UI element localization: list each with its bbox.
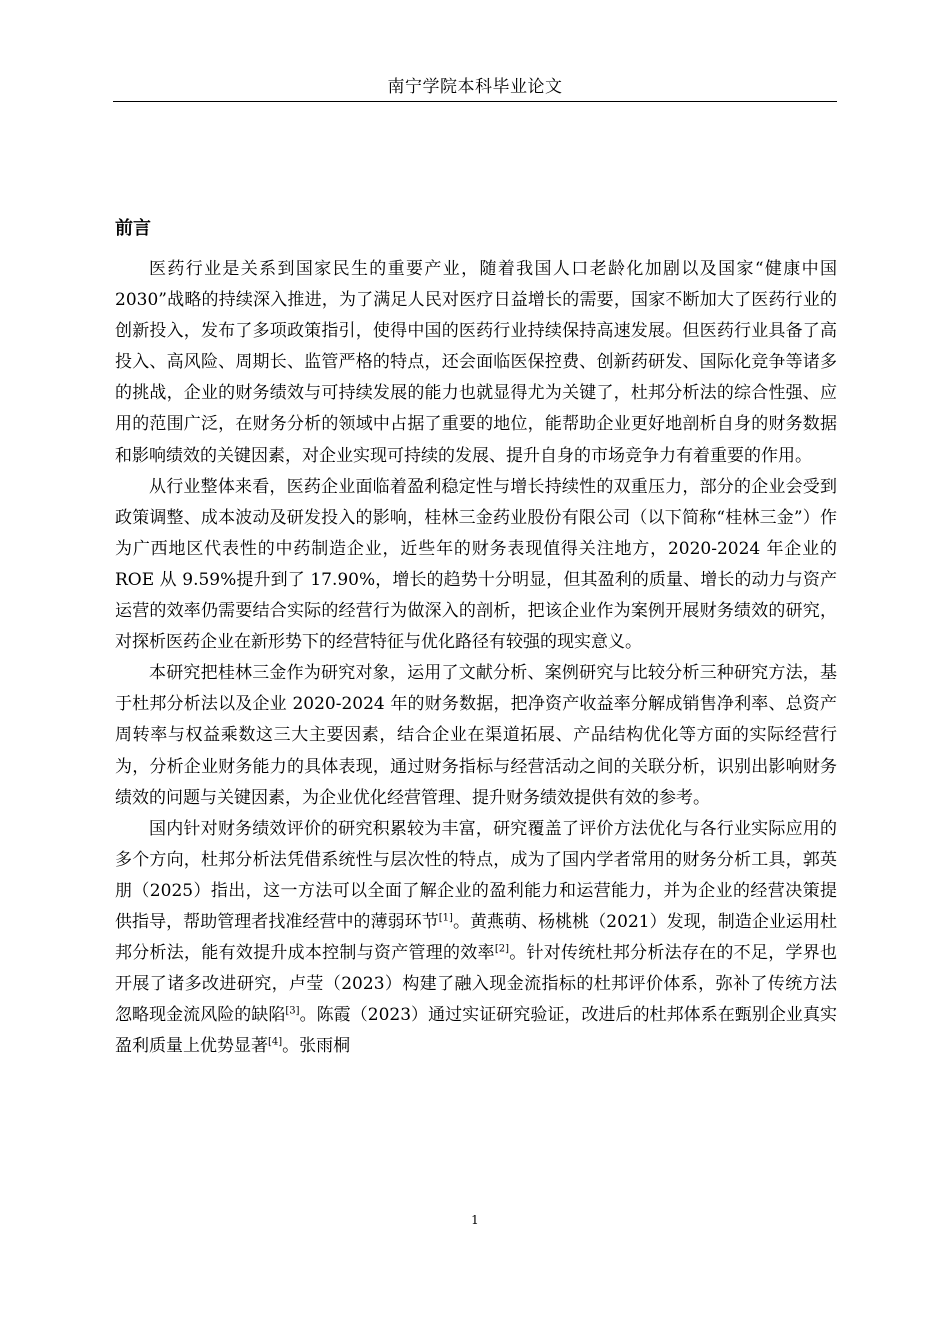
- body-text: [115, 254, 837, 1062]
- paragraph-4-text-2: 。黄燕萌、杨桃桃（2021）发现，制造企业运用杜邦分析法，能有效提升成本控制与资产管理的效率: [115, 911, 838, 964]
- header-rule: [113, 101, 837, 102]
- page-number: 1: [471, 1213, 479, 1227]
- paragraph-3: 本研究把桂林三金作为研究对象，运用了文献分析、案例研究与比较分析三种研究方法，基于杜邦分析法以及企业 2020-2024 年的财务数据，把净资产收益率分解成销售净利率、总资产周转率与权益乘数这三大主要因素，结合企业在渠道拓展、产品结构优化等方面的实际经营行为，分析企业财务能力的具体表现，通过财务指标与经营活动之间的关联分析，识别出影响财务绩效的问题与关键因素，为企业优化经营管理、提升财务绩效提供有效的参考。: [115, 663, 837, 808]
- paragraph-4: [115, 814, 837, 1063]
- citation-3: [3]: [285, 1005, 300, 1017]
- citation-2: [2]: [494, 943, 509, 955]
- running-header: 南宁学院本科毕业论文: [387, 77, 563, 97]
- paragraph-2: 从行业整体来看，医药企业面临着盈利稳定性与增长持续性的双重压力，部分的企业会受到政策调整、成本波动及研发投入的影响，桂林三金药业股份有限公司（以下简称“桂林三金”）作为广西地区代表性的中药制造企业，近些年的财务表现值得关注地方，2020-2024 年企业的 ROE 从 9.59%提升到了 17.90%，增长的趋势十分明显，但其盈利的质量、增长的动力与资产运营的效率仍需要结合实际的经营行为做深入的剖析，把该企业作为案例开展财务绩效的研究，对探析医药企业在新形势下的经营特征与优化路径有较强的现实意义。: [115, 476, 837, 653]
- paragraph-4-text-3: 。针对传统杜邦分析法存在的不足，学界也开展了诸多改进研究，卢莹（2023）构建了融入现金流指标的杜邦评价体系，弥补了传统方法忽略现金流风险的缺陷: [115, 943, 838, 1026]
- paragraph-4-text-4: 。陈霞（2023）通过实证研究验证，改进后的杜邦体系在甄别企业真实盈利质量上优势显著: [115, 1005, 837, 1057]
- citation-1: [1]: [438, 912, 453, 924]
- section-heading: 前言: [115, 218, 151, 239]
- citation-4: [4]: [268, 1036, 283, 1048]
- paragraph-1: 医药行业是关系到国家民生的重要产业，随着我国人口老龄化加剧以及国家“健康中国 2030”战略的持续深入推进，为了满足人民对医疗日益增长的需要，国家不断加大了医药行业的创新投入，发布了多项政策指引，使得中国的医药行业持续保持高速发展。但医药行业具备了高投入、高风险、周期长、监管严格的特点，还会面临医保控费、创新药研发、国际化竞争等诸多的挑战，企业的财务绩效与可持续发展的能力也就显得尤为关键了，杜邦分析法的综合性强、应用的范围广泛，在财务分析的领域中占据了重要的地位，能帮助企业更好地剖析自身的财务数据和影响绩效的关键因素，对企业实现可持续的发展、提升自身的市场竞争力有着重要的作用。: [115, 259, 837, 466]
- paragraph-4-text-5: 。张雨桐: [282, 1036, 351, 1057]
- paragraph-4-text-1: 国内针对财务绩效评价的研究积累较为丰富，研究覆盖了评价方法优化与各行业实际应用的多个方向，杜邦分析法凭借系统性与层次性的特点，成为了国内学者常用的财务分析工具，郭英朋（2025）指出，这一方法可以全面了解企业的盈利能力和运营能力，并为企业的经营决策提供指导，帮助管理者找准经营中的薄弱环节: [115, 818, 837, 932]
